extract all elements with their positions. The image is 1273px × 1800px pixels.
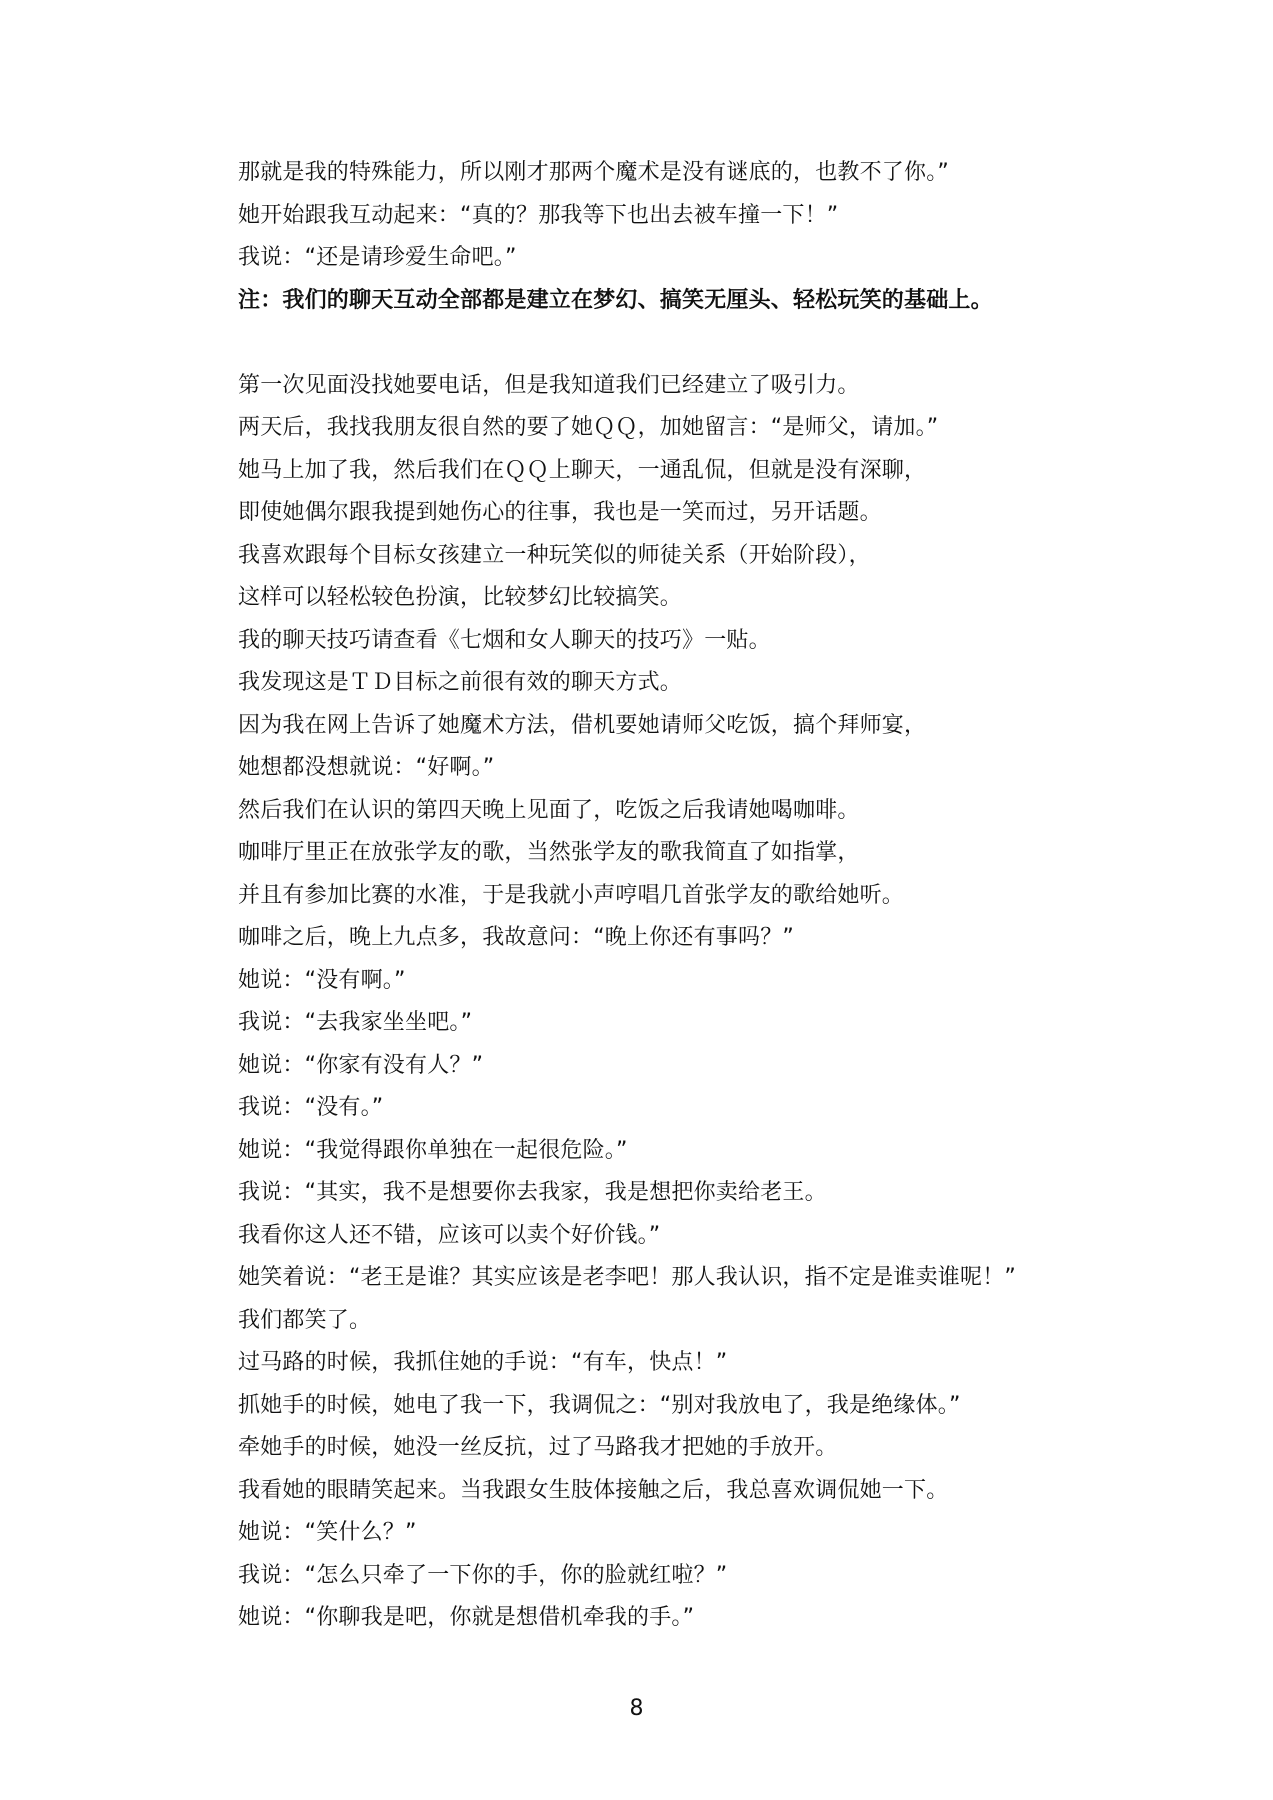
text-line: 她说：“没有啊。” (238, 967, 406, 993)
body-text (238, 152, 1058, 1640)
text-line: 我说：“其实，我不是想要你去我家，我是想把你卖给老王。 (238, 1180, 827, 1205)
text-line: 我说：“没有。” (238, 1095, 384, 1120)
text-line: 我发现这是ＴＤ目标之前很有效的聊天方式。 (238, 670, 683, 695)
text-line: 我们都笑了。 (238, 1307, 372, 1333)
text-line: 我的聊天技巧请查看《七烟和女人聊天的技巧》一贴。 (238, 627, 771, 653)
text-line: 即使她偶尔跟我提到她伤心的往事，我也是一笑而过，另开话题。 (238, 500, 882, 525)
text-line: 我说：“去我家坐坐吧。” (238, 1010, 473, 1035)
text-line: 她开始跟我互动起来：“真的？那我等下也出去被车撞一下！” (238, 202, 839, 228)
text-line: 我看她的眼睛笑起来。当我跟女生肢体接触之后，我总喜欢调侃她一下。 (238, 1477, 949, 1503)
text-line: 牵她手的时候，她没一丝反抗，过了马路我才把她的手放开。 (238, 1435, 838, 1460)
text-line: 她说：“笑什么？” (238, 1520, 417, 1545)
text-line: 我说：“还是请珍爱生命吧。” (238, 245, 517, 270)
text-line: 她想都没想就说：“好啊。” (238, 755, 495, 780)
text-line: 她说：“你聊我是吧，你就是想借机牵我的手。” (238, 1605, 695, 1630)
text-line: 咖啡之后，晚上九点多，我故意问：“晚上你还有事吗？” (238, 925, 794, 950)
text-line: 我喜欢跟每个目标女孩建立一种玩笑似的师徒关系（开始阶段）， (238, 542, 871, 568)
text-line: 然后我们在认识的第四天晚上见面了，吃饭之后我请她喝咖啡。 (238, 797, 860, 823)
paragraph-gap (238, 322, 1058, 365)
text-line: 我说：“怎么只牵了一下你的手，你的脸就红啦？” (238, 1562, 728, 1588)
text-line: 我看你这人还不错，应该可以卖个好价钱。” (238, 1222, 661, 1248)
text-line: 她马上加了我，然后我们在ＱＱ上聊天，一通乱侃，但就是没有深聊， (238, 457, 927, 483)
text-line: 咖啡厅里正在放张学友的歌，当然张学友的歌我简直了如指掌， (238, 840, 860, 865)
text-line: 她说：“你家有没有人？” (238, 1052, 484, 1078)
text-line: 这样可以轻松较色扮演，比较梦幻比较搞笑。 (238, 585, 683, 610)
page-number: 8 (629, 1696, 644, 1721)
text-line: 抓她手的时候，她电了我一下，我调侃之：“别对我放电了，我是绝缘体。” (238, 1392, 961, 1418)
text-line: 那就是我的特殊能力，所以刚才那两个魔术是没有谜底的，也教不了你。” (238, 160, 949, 185)
text-line: 过马路的时候，我抓住她的手说：“有车，快点！” (238, 1350, 728, 1375)
text-line: 她笑着说：“老王是谁？其实应该是老李吧！那人我认识，指不定是谁卖谁呢！” (238, 1265, 1016, 1290)
text-line: 因为我在网上告诉了她魔术方法，借机要她请师父吃饭，搞个拜师宴， (238, 712, 927, 738)
text-line: 她说：“我觉得跟你单独在一起很危险。” (238, 1137, 628, 1163)
note-line: 注：我们的聊天互动全部都是建立在梦幻、搞笑无厘头、轻松玩笑的基础上。 (238, 287, 993, 313)
text-line: 两天后，我找我朋友很自然的要了她ＱＱ，加她留言：“是师父，请加。” (238, 415, 939, 440)
text-line: 第一次见面没找她要电话，但是我知道我们已经建立了吸引力。 (238, 372, 860, 398)
text-line: 并且有参加比赛的水准，于是我就小声哼唱几首张学友的歌给她听。 (238, 882, 905, 908)
